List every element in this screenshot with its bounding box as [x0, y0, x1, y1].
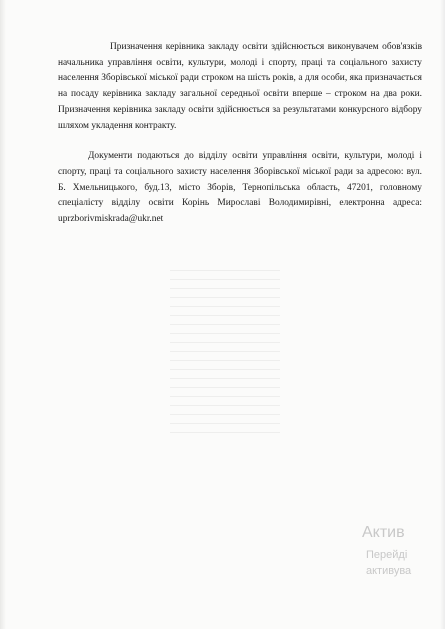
windows-activation-watermark — [362, 525, 445, 582]
document-body — [58, 40, 422, 243]
watermark-line-2: активува — [366, 565, 412, 577]
reverse-side-bleed — [170, 270, 280, 440]
scan-edge-left — [0, 0, 6, 629]
watermark-line-1: Перейді — [366, 549, 408, 561]
paragraph-appointment: Призначення керівника закладу освіти здійснюється виконувачем обов'язків начальника управління освіти, культури, молоді і спорту, праці та соціального захисту населення Зборівської міської ради строком на шість років, а для особи, яка призначається на посаду керівника закладу загальної середньої освіти вперше – строком на два роки. Призначення керівника закладу освіти здійснюється за результатами конкурсного відбору шляхом укладення контракту. — [58, 42, 422, 131]
paragraph-documents-submission: Документи подаються до відділу освіти управління освіти, культури, молоді і спорту, праці та соціального захисту населення Зборівської міської ради за адресою: вул. Б. Хмельницького, буд.13, місто Зборів, Тернопільська область, 47201, головному спеціалісту відділу освіти Корінь Мирославі Володимирівні, електронна адреса: uprzborivmiskrada@ukr.net — [58, 151, 422, 225]
watermark-title: Актив — [362, 524, 405, 541]
